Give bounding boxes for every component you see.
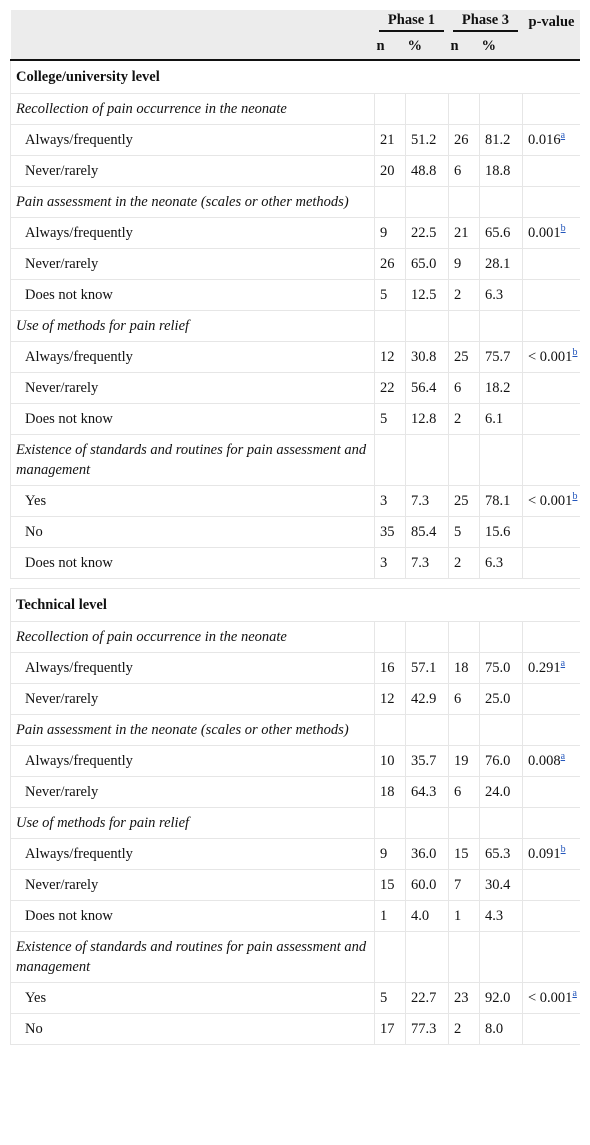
phase1-pct: 64.3 (406, 777, 449, 808)
empty-cell (375, 932, 406, 983)
table-row (11, 373, 581, 404)
phase1-pct: 48.8 (406, 156, 449, 187)
p-value-cell (523, 548, 581, 579)
footnote-link[interactable]: a (560, 751, 566, 763)
phase1-pct: 42.9 (406, 684, 449, 715)
phase3-n: 2 (449, 1014, 480, 1045)
empty-cell (375, 808, 406, 839)
empty-cell (406, 187, 449, 218)
phase1-n: 18 (375, 777, 406, 808)
phase3-pct: 78.1 (480, 486, 523, 517)
phase1-pct: 12.8 (406, 404, 449, 435)
spacer-cell (11, 579, 581, 589)
empty-cell (480, 187, 523, 218)
p-value: 0.008 (528, 753, 561, 769)
phase1-n: 16 (375, 653, 406, 684)
phase3-pct: 18.2 (480, 373, 523, 404)
row-label: Never/rarely (11, 373, 375, 404)
phase3-pct: 75.0 (480, 653, 523, 684)
phase3-pct: 30.4 (480, 870, 523, 901)
empty-cell (406, 94, 449, 125)
p-value-cell (523, 218, 581, 249)
table-row (11, 342, 581, 373)
phase1-pct: 36.0 (406, 839, 449, 870)
phase1-pct: 7.3 (406, 486, 449, 517)
table-row (11, 1014, 581, 1045)
phase1-n: 10 (375, 746, 406, 777)
phase3-n: 21 (449, 218, 480, 249)
phase1-n: 15 (375, 870, 406, 901)
category-label: Recollection of pain occurrence in the neonate (11, 622, 375, 653)
table-row (11, 870, 581, 901)
empty-cell (406, 311, 449, 342)
footnote-link[interactable]: a (560, 130, 566, 142)
phase3-pct: 6.1 (480, 404, 523, 435)
footnote-link[interactable]: a (560, 658, 566, 670)
phase1-n: 1 (375, 901, 406, 932)
empty-cell (523, 435, 581, 486)
row-label: Never/rarely (11, 156, 375, 187)
empty-cell (375, 622, 406, 653)
phase1-pct: 56.4 (406, 373, 449, 404)
p-value: < 0.001 (528, 349, 573, 365)
phase3-n: 5 (449, 517, 480, 548)
phase3-n: 26 (449, 125, 480, 156)
category-row (11, 932, 581, 983)
empty-cell (375, 187, 406, 218)
p-value: 0.091 (528, 846, 561, 862)
phase3-n: 2 (449, 280, 480, 311)
table-row (11, 839, 581, 870)
section-title: Technical level (11, 589, 581, 622)
empty-cell (406, 715, 449, 746)
header-blank (11, 10, 375, 32)
phase3-pct: 25.0 (480, 684, 523, 715)
table-row (11, 125, 581, 156)
p-value-cell (523, 870, 581, 901)
phase3-pct: 8.0 (480, 1014, 523, 1045)
empty-cell (523, 622, 581, 653)
row-label: Never/rarely (11, 777, 375, 808)
row-label: Yes (11, 486, 375, 517)
phase1-pct: 60.0 (406, 870, 449, 901)
header-blank-2 (11, 32, 375, 60)
row-label: Always/frequently (11, 839, 375, 870)
footnote-marker (561, 658, 565, 669)
empty-cell (523, 187, 581, 218)
empty-cell (449, 94, 480, 125)
phase1-pct: 4.0 (406, 901, 449, 932)
row-label: Never/rarely (11, 870, 375, 901)
row-label: No (11, 517, 375, 548)
phase3-n: 2 (449, 404, 480, 435)
table-header (11, 10, 581, 60)
empty-cell (523, 808, 581, 839)
footnote-marker (572, 988, 576, 999)
header-n-phase1: n (375, 32, 406, 60)
phase1-pct: 22.5 (406, 218, 449, 249)
phase3-pct: 75.7 (480, 342, 523, 373)
phase3-n: 6 (449, 156, 480, 187)
phase1-pct: 35.7 (406, 746, 449, 777)
p-value-cell (523, 156, 581, 187)
section-title: College/university level (11, 60, 581, 94)
phase1-pct: 77.3 (406, 1014, 449, 1045)
empty-cell (480, 622, 523, 653)
empty-cell (406, 932, 449, 983)
table-row (11, 983, 581, 1014)
row-label: Always/frequently (11, 746, 375, 777)
empty-cell (449, 435, 480, 486)
phase1-n: 22 (375, 373, 406, 404)
header-blank-3 (523, 32, 581, 60)
footnote-link[interactable]: b (560, 223, 566, 235)
empty-cell (523, 932, 581, 983)
table-body (11, 60, 581, 1045)
phase1-n: 5 (375, 404, 406, 435)
row-label: Never/rarely (11, 249, 375, 280)
header-n-phase3: n (449, 32, 480, 60)
p-value-cell (523, 746, 581, 777)
footnote-marker (572, 491, 577, 502)
header-pvalue (523, 10, 581, 32)
p-value: < 0.001 (528, 990, 573, 1006)
category-label: Pain assessment in the neonate (scales or other methods) (11, 715, 375, 746)
p-value-cell (523, 125, 581, 156)
results-table (10, 10, 580, 1045)
table-row (11, 517, 581, 548)
phase1-n: 3 (375, 548, 406, 579)
empty-cell (406, 622, 449, 653)
category-label: Existence of standards and routines for pain assessment and management (11, 435, 375, 486)
phase3-pct: 4.3 (480, 901, 523, 932)
phase3-pct: 81.2 (480, 125, 523, 156)
phase1-n: 20 (375, 156, 406, 187)
phase1-pct: 57.1 (406, 653, 449, 684)
phase3-n: 9 (449, 249, 480, 280)
phase3-pct: 6.3 (480, 280, 523, 311)
table-container (10, 10, 580, 1135)
p-value-cell (523, 684, 581, 715)
category-label: Recollection of pain occurrence in the neonate (11, 94, 375, 125)
category-row (11, 808, 581, 839)
header-phase1 (375, 10, 449, 32)
phase1-n: 35 (375, 517, 406, 548)
p-value-cell (523, 839, 581, 870)
table-row (11, 249, 581, 280)
category-label: Pain assessment in the neonate (scales or other methods) (11, 187, 375, 218)
row-label: Never/rarely (11, 684, 375, 715)
table-row (11, 653, 581, 684)
p-value: 0.001 (528, 225, 561, 241)
footnote-link[interactable]: a (572, 988, 577, 1000)
phase1-pct: 7.3 (406, 548, 449, 579)
phase3-n: 1 (449, 901, 480, 932)
category-row (11, 622, 581, 653)
empty-cell (523, 311, 581, 342)
category-label: Use of methods for pain relief (11, 808, 375, 839)
phase3-n: 25 (449, 342, 480, 373)
phase1-pct: 65.0 (406, 249, 449, 280)
footnote-link[interactable]: b (572, 347, 578, 359)
phase1-n: 12 (375, 342, 406, 373)
empty-cell (523, 94, 581, 125)
row-label: Yes (11, 983, 375, 1014)
empty-cell (449, 715, 480, 746)
empty-cell (480, 808, 523, 839)
category-label: Use of methods for pain relief (11, 311, 375, 342)
footnote-marker (561, 751, 565, 762)
empty-cell (523, 715, 581, 746)
phase1-n: 26 (375, 249, 406, 280)
row-label: Always/frequently (11, 342, 375, 373)
empty-cell (406, 808, 449, 839)
table-row (11, 777, 581, 808)
phase1-n: 9 (375, 218, 406, 249)
phase1-n: 17 (375, 1014, 406, 1045)
phase3-n: 6 (449, 777, 480, 808)
table-row (11, 280, 581, 311)
phase1-n: 3 (375, 486, 406, 517)
phase1-pct: 51.2 (406, 125, 449, 156)
header-phase3-label: Phase 3 (453, 12, 518, 32)
phase3-n: 6 (449, 684, 480, 715)
empty-cell (449, 311, 480, 342)
category-row (11, 715, 581, 746)
category-row (11, 94, 581, 125)
table-row (11, 404, 581, 435)
row-label: Does not know (11, 901, 375, 932)
table-row (11, 684, 581, 715)
phase3-pct: 65.3 (480, 839, 523, 870)
row-label: Always/frequently (11, 218, 375, 249)
header-pvalue-label: p-value (528, 14, 575, 30)
p-value-cell (523, 342, 581, 373)
p-value-cell (523, 249, 581, 280)
phase1-n: 5 (375, 983, 406, 1014)
empty-cell (449, 932, 480, 983)
phase3-n: 25 (449, 486, 480, 517)
p-value-cell (523, 777, 581, 808)
phase3-pct: 92.0 (480, 983, 523, 1014)
p-value-cell (523, 404, 581, 435)
phase1-n: 12 (375, 684, 406, 715)
header-pct-phase1: % (406, 32, 449, 60)
empty-cell (449, 808, 480, 839)
p-value-cell (523, 486, 581, 517)
category-row (11, 435, 581, 486)
empty-cell (480, 311, 523, 342)
table-row (11, 218, 581, 249)
footnote-marker (561, 130, 565, 141)
section-spacer (11, 579, 581, 589)
footnote-marker (561, 223, 566, 234)
p-value-cell (523, 901, 581, 932)
p-value: 0.291 (528, 660, 561, 676)
phase3-pct: 24.0 (480, 777, 523, 808)
header-pct-phase3: % (480, 32, 523, 60)
row-label: No (11, 1014, 375, 1045)
empty-cell (406, 435, 449, 486)
row-label: Does not know (11, 404, 375, 435)
phase3-pct: 18.8 (480, 156, 523, 187)
empty-cell (480, 94, 523, 125)
phase3-pct: 15.6 (480, 517, 523, 548)
category-row (11, 187, 581, 218)
p-value-cell (523, 280, 581, 311)
phase3-pct: 65.6 (480, 218, 523, 249)
phase1-n: 9 (375, 839, 406, 870)
phase1-n: 21 (375, 125, 406, 156)
p-value-cell (523, 373, 581, 404)
category-row (11, 311, 581, 342)
footnote-link[interactable]: b (560, 844, 566, 856)
section-row (11, 60, 581, 94)
phase3-n: 7 (449, 870, 480, 901)
phase1-pct: 30.8 (406, 342, 449, 373)
empty-cell (480, 715, 523, 746)
empty-cell (375, 94, 406, 125)
p-value-cell (523, 1014, 581, 1045)
table-row (11, 746, 581, 777)
category-label: Existence of standards and routines for pain assessment and management (11, 932, 375, 983)
header-phase3 (449, 10, 523, 32)
phase1-pct: 85.4 (406, 517, 449, 548)
table-row (11, 548, 581, 579)
empty-cell (480, 932, 523, 983)
p-value: 0.016 (528, 132, 561, 148)
section-row (11, 589, 581, 622)
row-label: Does not know (11, 548, 375, 579)
phase3-n: 15 (449, 839, 480, 870)
table-row (11, 486, 581, 517)
table-row (11, 901, 581, 932)
phase1-pct: 22.7 (406, 983, 449, 1014)
p-value-cell (523, 517, 581, 548)
phase3-pct: 6.3 (480, 548, 523, 579)
empty-cell (375, 715, 406, 746)
table-row (11, 156, 581, 187)
empty-cell (375, 435, 406, 486)
empty-cell (449, 622, 480, 653)
header-phase1-label: Phase 1 (379, 12, 444, 32)
empty-cell (449, 187, 480, 218)
footnote-marker (572, 347, 577, 358)
phase3-n: 6 (449, 373, 480, 404)
row-label: Always/frequently (11, 125, 375, 156)
phase1-pct: 12.5 (406, 280, 449, 311)
phase3-pct: 28.1 (480, 249, 523, 280)
footnote-link[interactable]: b (572, 491, 578, 503)
row-label: Does not know (11, 280, 375, 311)
p-value-cell (523, 653, 581, 684)
empty-cell (480, 435, 523, 486)
phase3-n: 19 (449, 746, 480, 777)
phase3-n: 2 (449, 548, 480, 579)
phase1-n: 5 (375, 280, 406, 311)
phase3-pct: 76.0 (480, 746, 523, 777)
footnote-marker (561, 844, 566, 855)
phase3-n: 18 (449, 653, 480, 684)
empty-cell (375, 311, 406, 342)
p-value-cell (523, 983, 581, 1014)
phase3-n: 23 (449, 983, 480, 1014)
row-label: Always/frequently (11, 653, 375, 684)
p-value: < 0.001 (528, 493, 573, 509)
